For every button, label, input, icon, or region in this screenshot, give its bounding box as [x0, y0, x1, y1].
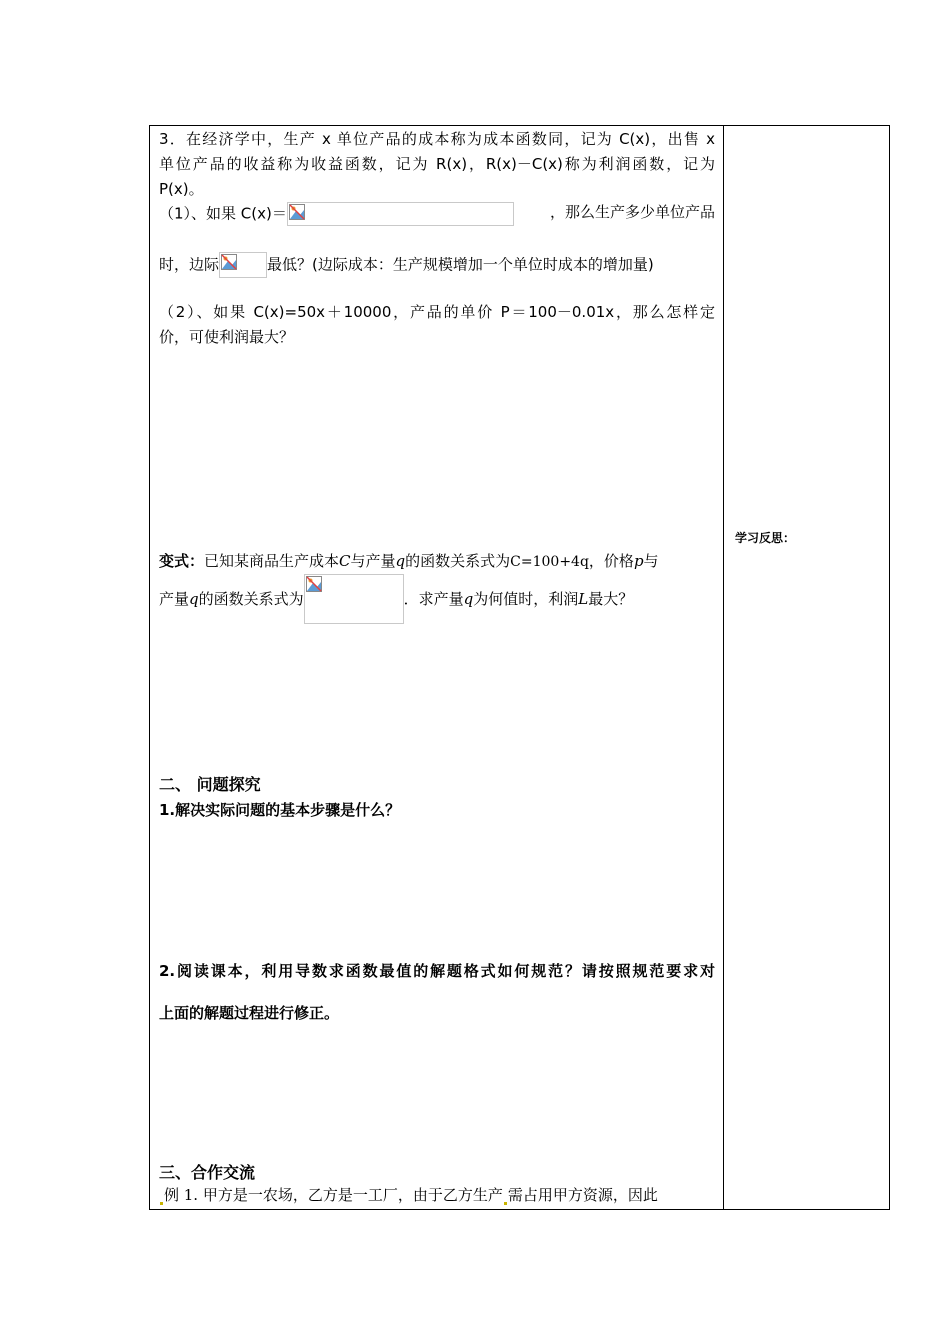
- variant-text: 的函数关系式为: [405, 552, 511, 570]
- broken-image-icon: [289, 204, 305, 220]
- math-var: q: [395, 552, 406, 570]
- variant-text: 与产量: [350, 552, 396, 570]
- part1-text-a: （1）、如果 C(x)＝: [159, 204, 287, 223]
- reflection-label: 学习反思：: [735, 531, 796, 545]
- variant-text: 与: [643, 552, 659, 570]
- variant-text: 最大？: [588, 590, 634, 608]
- cost-formula: C=100+4q: [510, 554, 589, 570]
- part1-text-c: 时，边际: [159, 255, 220, 274]
- section2-question2-line2: 上面的解题过程进行修正。: [159, 1004, 340, 1022]
- problem3-line1: 3．在经济学中，生产 x 单位产品的成本称为成本函数同，记为 C(x)，出售 x: [159, 130, 715, 148]
- marker-dot: [504, 1202, 507, 1205]
- section3-heading: 三、合作交流: [159, 1163, 256, 1182]
- math-var: C: [339, 552, 351, 570]
- math-var: q: [463, 590, 474, 608]
- variant-text: 已知某商品生产成本: [204, 552, 340, 570]
- broken-image-icon: [306, 576, 322, 592]
- math-var: p: [633, 552, 644, 570]
- variant-label: 变式：: [159, 552, 205, 570]
- problem3-part1-line2: [159, 252, 654, 278]
- variant-line1: [159, 551, 715, 572]
- variant-line2: [159, 574, 633, 624]
- main-column: [150, 126, 724, 1209]
- variant-text: 的函数关系式为: [198, 590, 304, 608]
- math-var: L: [578, 590, 589, 608]
- section3-example1: [159, 1185, 715, 1205]
- math-var: q: [189, 590, 199, 608]
- part1-text-d: 最低？(边际成本：生产规模增加一个单位时成本的增加量): [267, 255, 654, 274]
- section2-question2-line1: 2.阅读课本，利用导数求函数最值的解题格式如何规范？请按照规范要求对: [159, 962, 715, 980]
- variant-text: ，价格: [588, 552, 634, 570]
- variant-text: 为何值时，利润: [473, 590, 579, 608]
- problem3-line3: P(x)。: [159, 180, 204, 198]
- example-text: 例 1. 甲方是一农场，乙方是一工厂，由于乙方生产: [164, 1186, 503, 1204]
- section2-heading: 二、 问题探究: [159, 775, 261, 794]
- formula-image-price: [304, 574, 404, 624]
- problem3-part2-line2: 价，可使利润最大？: [159, 328, 295, 346]
- problem3-part1-line1: [159, 202, 715, 226]
- example-text: 需占用甲方资源，因此: [507, 1186, 658, 1204]
- formula-image-cost: [287, 202, 514, 226]
- sidebar-column: [724, 126, 889, 1209]
- part1-text-b: ，那么生产多少单位产品: [549, 203, 715, 221]
- section2-question1: 1.解决实际问题的基本步骤是什么？: [159, 801, 401, 819]
- problem3-line2: 单位产品的收益称为收益函数，记为 R(x)，R(x)－C(x)称为利润函数，记为: [159, 155, 715, 173]
- variant-text: ．求产量: [403, 590, 464, 608]
- marker-dot: [160, 1202, 163, 1205]
- worksheet-table: [149, 125, 890, 1210]
- formula-image-marginal: [219, 252, 267, 278]
- broken-image-icon: [221, 254, 237, 270]
- problem3-part2-line1: （2）、如果 C(x)=50x＋10000，产品的单价 P＝100－0.01x，那么怎样定: [159, 303, 715, 321]
- variant-text: 产量: [159, 590, 190, 608]
